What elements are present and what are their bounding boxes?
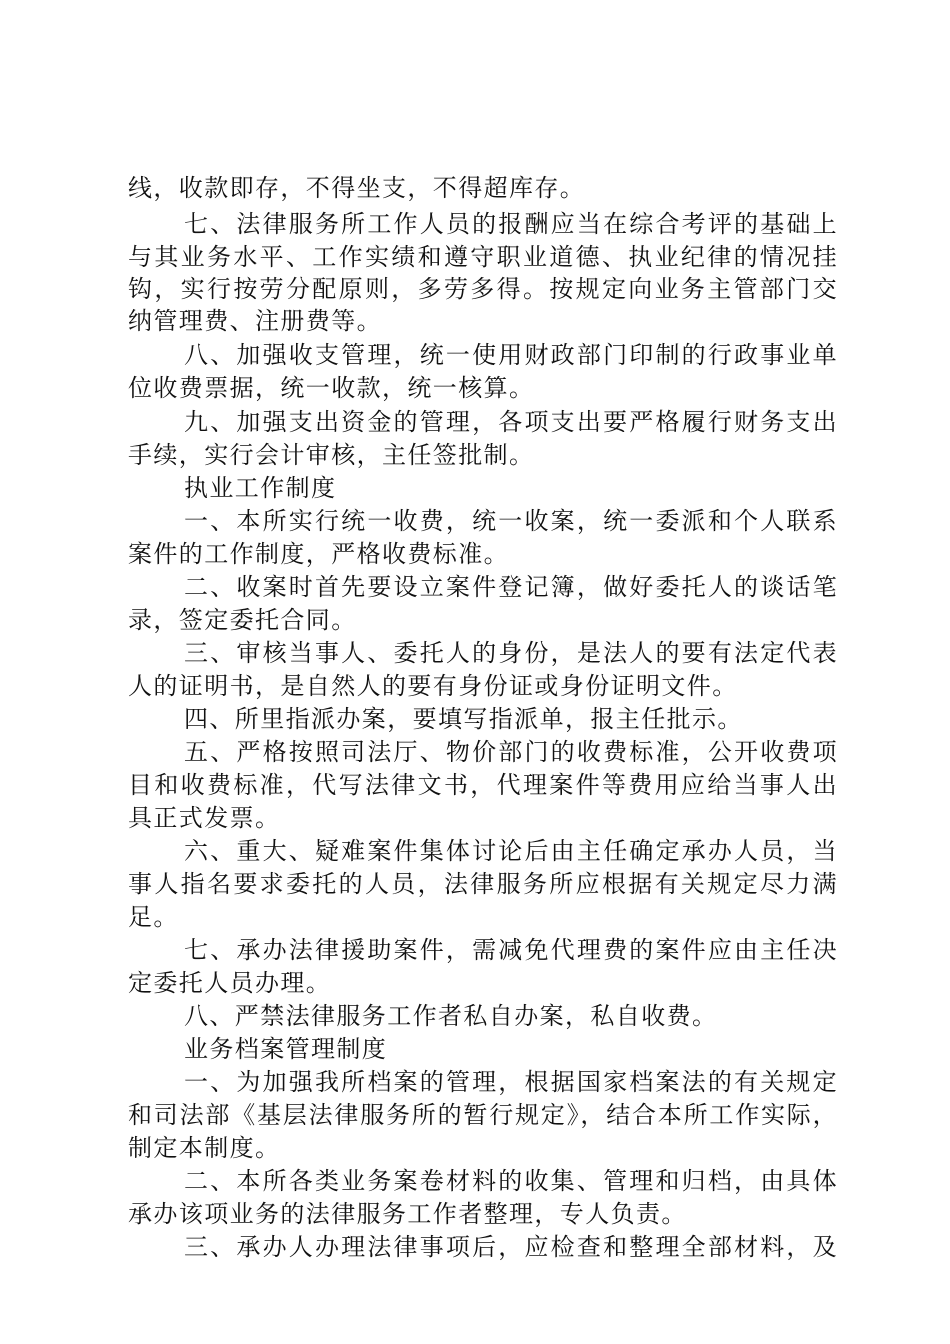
text-line: 和司法部《基层法律服务所的暂行规定》，结合本所工作实际， [128, 1101, 838, 1129]
text-line: 纳管理费、注册费等。 [128, 307, 382, 335]
text-line: 二、收案时首先要设立案件登记簿，做好委托人的谈话笔 [184, 573, 838, 601]
text-line: 录，签定委托合同。 [128, 606, 357, 634]
text-line: 人的证明书，是自然人的要有身份证或身份证明文件。 [128, 672, 738, 700]
text-line: 六、重大、疑难案件集体讨论后由主任确定承办人员，当 [184, 837, 838, 865]
text-line: 线，收款即存，不得坐支，不得超库存。 [128, 174, 586, 202]
text-line: 四、所里指派办案，要填写指派单，报主任批示。 [184, 705, 743, 733]
text-line: 与其业务水平、工作实绩和遵守职业道德、执业纪律的情况挂 [128, 243, 838, 271]
text-line: 钩，实行按劳分配原则，多劳多得。按规定向业务主管部门交 [128, 275, 838, 303]
text-line: 具正式发票。 [128, 804, 281, 832]
text-line: 七、承办法律援助案件，需减免代理费的案件应由主任决 [184, 936, 838, 964]
text-line: 八、严禁法律服务工作者私自办案，私自收费。 [184, 1002, 718, 1030]
text-line: 承办该项业务的法律服务工作者整理，专人负责。 [128, 1200, 687, 1228]
text-line: 八、加强收支管理，统一使用财政部门印制的行政事业单 [184, 341, 838, 369]
text-line: 一、为加强我所档案的管理，根据国家档案法的有关规定 [184, 1068, 838, 1096]
text-line: 五、严格按照司法厅、物价部门的收费标准，公开收费项 [184, 738, 838, 766]
text-line: 三、承办人办理法律事项后，应检查和整理全部材料，及 [184, 1233, 838, 1261]
text-line: 手续，实行会计审核，主任签批制。 [128, 441, 535, 469]
text-line: 九、加强支出资金的管理，各项支出要严格履行财务支出 [184, 408, 838, 436]
section-heading: 业务档案管理制度 [184, 1035, 388, 1063]
text-line: 二、本所各类业务案卷材料的收集、管理和归档，由具体 [184, 1167, 838, 1195]
text-line: 足。 [128, 903, 179, 931]
text-line: 一、本所实行统一收费，统一收案，统一委派和个人联系 [184, 507, 838, 535]
section-heading: 执业工作制度 [184, 474, 337, 502]
text-line: 三、审核当事人、委托人的身份，是法人的要有法定代表 [184, 639, 838, 667]
text-line: 事人指名要求委托的人员，法律服务所应根据有关规定尽力满 [128, 870, 838, 898]
text-line: 七、法律服务所工作人员的报酬应当在综合考评的基础上 [184, 210, 838, 238]
text-line: 目和收费标准，代写法律文书，代理案件等费用应给当事人出 [128, 771, 838, 799]
text-line: 案件的工作制度，严格收费标准。 [128, 540, 509, 568]
text-line: 位收费票据，统一收款，统一核算。 [128, 374, 535, 402]
text-line: 定委托人员办理。 [128, 969, 332, 997]
text-line: 制定本制度。 [128, 1134, 281, 1162]
